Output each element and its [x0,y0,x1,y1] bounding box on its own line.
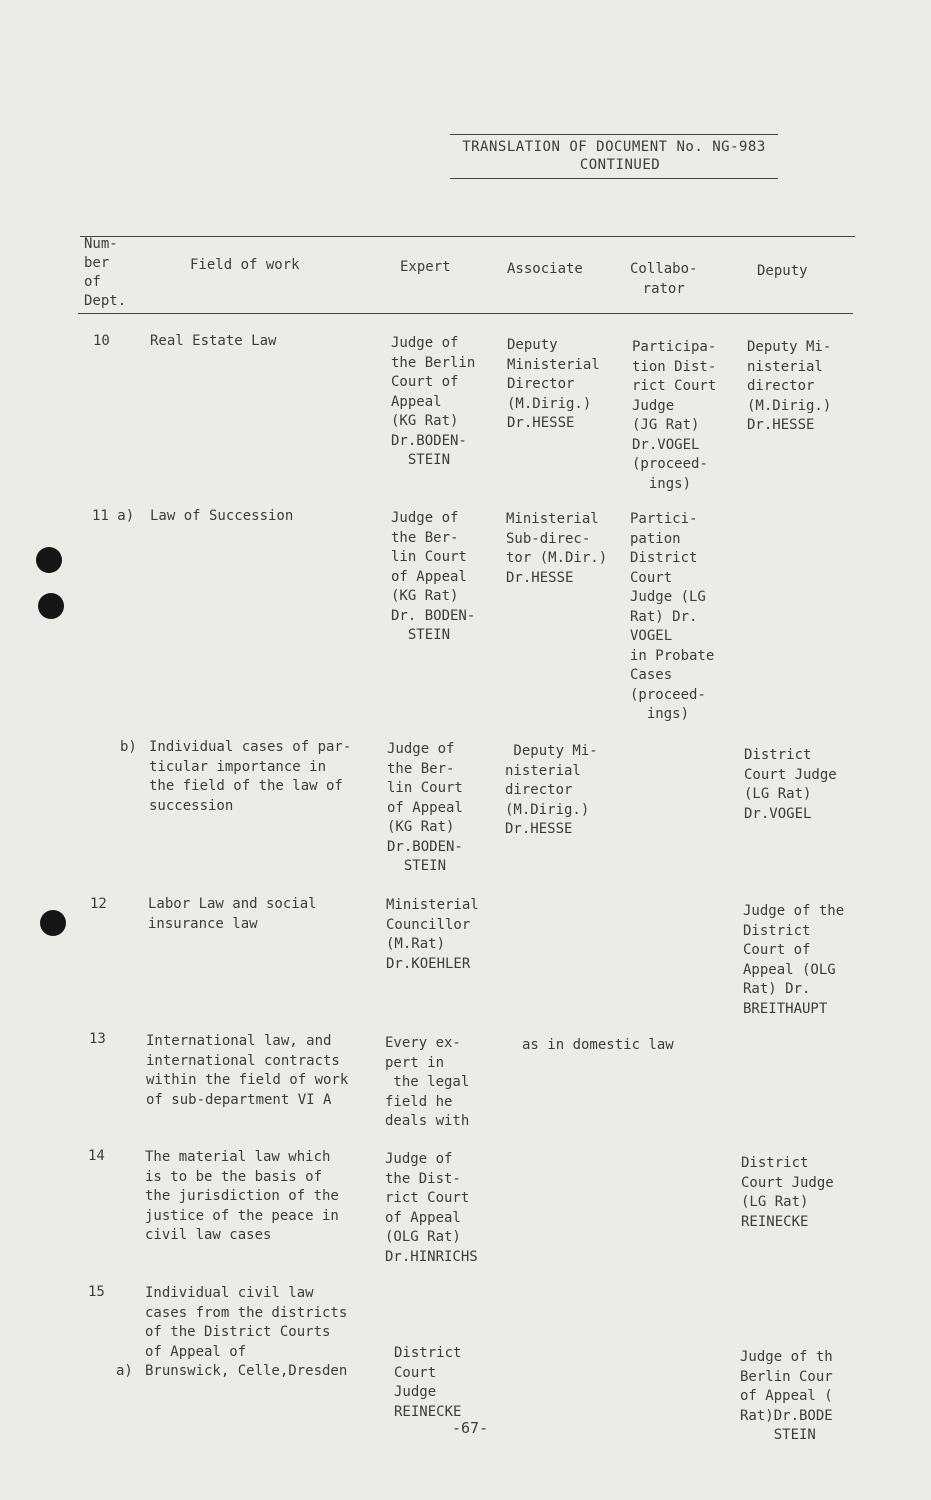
row-sub-label: a) [116,1363,133,1379]
table-header-rule [78,313,853,314]
punch-hole [36,547,62,573]
row-deputy: District Court Judge (LG Rat) Dr.VOGEL [744,747,837,822]
punch-hole [40,910,66,936]
row-field: Real Estate Law [150,333,277,349]
row-field: Individual cases of par- ticular importance in the field of the law of succession [149,739,352,814]
header-bottom-rule [450,178,778,179]
row-associate: Deputy Mi- nisterial director (M.Dirig.) Dr.HESSE [505,743,598,837]
punch-hole [38,593,64,619]
row-number: 10 [93,333,110,349]
row-field: Labor Law and social insurance law [148,896,317,932]
col-header-deputy: Deputy [757,263,808,279]
row-associate-span: as in domestic law [522,1037,674,1053]
row-number: b) [120,739,137,755]
row-expert: Judge of the Berlin Court of Appeal (KG Rat) Dr.BODEN- STEIN [391,335,476,468]
row-collaborator: Partici- pation District Court Judge (LG Rat) Dr. VOGEL in Probate Cases (proceed- ings) [630,511,715,722]
table-top-rule [80,236,855,237]
col-header-field: Field of work [190,257,300,273]
row-number: 14 [88,1148,105,1164]
row-field: The material law which is to be the basis of the jurisdiction of the justice of the peace in civil law cases [145,1149,339,1243]
col-header-number: Num- ber of Dept. [84,236,127,309]
row-field: International law, and international contracts within the field of work of sub-department VI A [146,1033,349,1108]
row-expert: Ministerial Councillor (M.Rat) Dr.KOEHLER [386,897,479,972]
row-associate: Ministerial Sub-direc- tor (M.Dir.) Dr.HESSE [506,511,608,586]
document-title [450,138,778,174]
page-number: -67- [452,1419,489,1437]
row-collaborator: Participa- tion Dist- rict Court Judge (JG Rat) Dr.VOGEL (proceed- ings) [632,339,717,492]
row-sub-field: Brunswick, Celle,Dresden [145,1363,348,1379]
col-header-collaborator: Collabo- rator [630,261,698,297]
row-number: 15 [88,1284,105,1300]
row-deputy: Deputy Mi- nisterial director (M.Dirig.) Dr.HESSE [747,339,832,433]
col-header-expert: Expert [400,259,451,275]
row-expert: District Court Judge REINECKE [394,1345,462,1420]
title-line: TRANSLATION OF DOCUMENT No. NG-983 [462,139,766,155]
row-deputy: District Court Judge (LG Rat) REINECKE [741,1155,834,1230]
row-field: Individual civil law cases from the districts of the District Courts of Appeal of [145,1285,348,1360]
row-expert: Judge of the Dist- rict Court of Appeal (OLG Rat) Dr.HINRICHS [385,1151,478,1265]
row-expert: Judge of the Ber- lin Court of Appeal (KG Rat) Dr. BODEN- STEIN [391,510,476,643]
row-deputy: Judge of th Berlin Cour of Appeal ( Rat)Dr.BODE STEIN [740,1349,833,1443]
row-number: 11 a) [92,508,135,524]
row-expert: Every ex- pert in the legal field he deals with [385,1035,470,1129]
header-top-rule [450,134,778,135]
row-field: Law of Succession [150,508,294,524]
row-expert: Judge of the Ber- lin Court of Appeal (KG Rat) Dr.BODEN- STEIN [387,741,463,874]
col-header-associate: Associate [507,261,583,277]
row-associate: Deputy Ministerial Director (M.Dirig.) Dr.HESSE [507,337,600,431]
row-number: 12 [90,896,107,912]
subtitle-line: CONTINUED [579,157,661,173]
row-deputy: Judge of the District Court of Appeal (OLG Rat) Dr. BREITHAUPT [743,903,845,1017]
row-number: 13 [89,1031,106,1047]
